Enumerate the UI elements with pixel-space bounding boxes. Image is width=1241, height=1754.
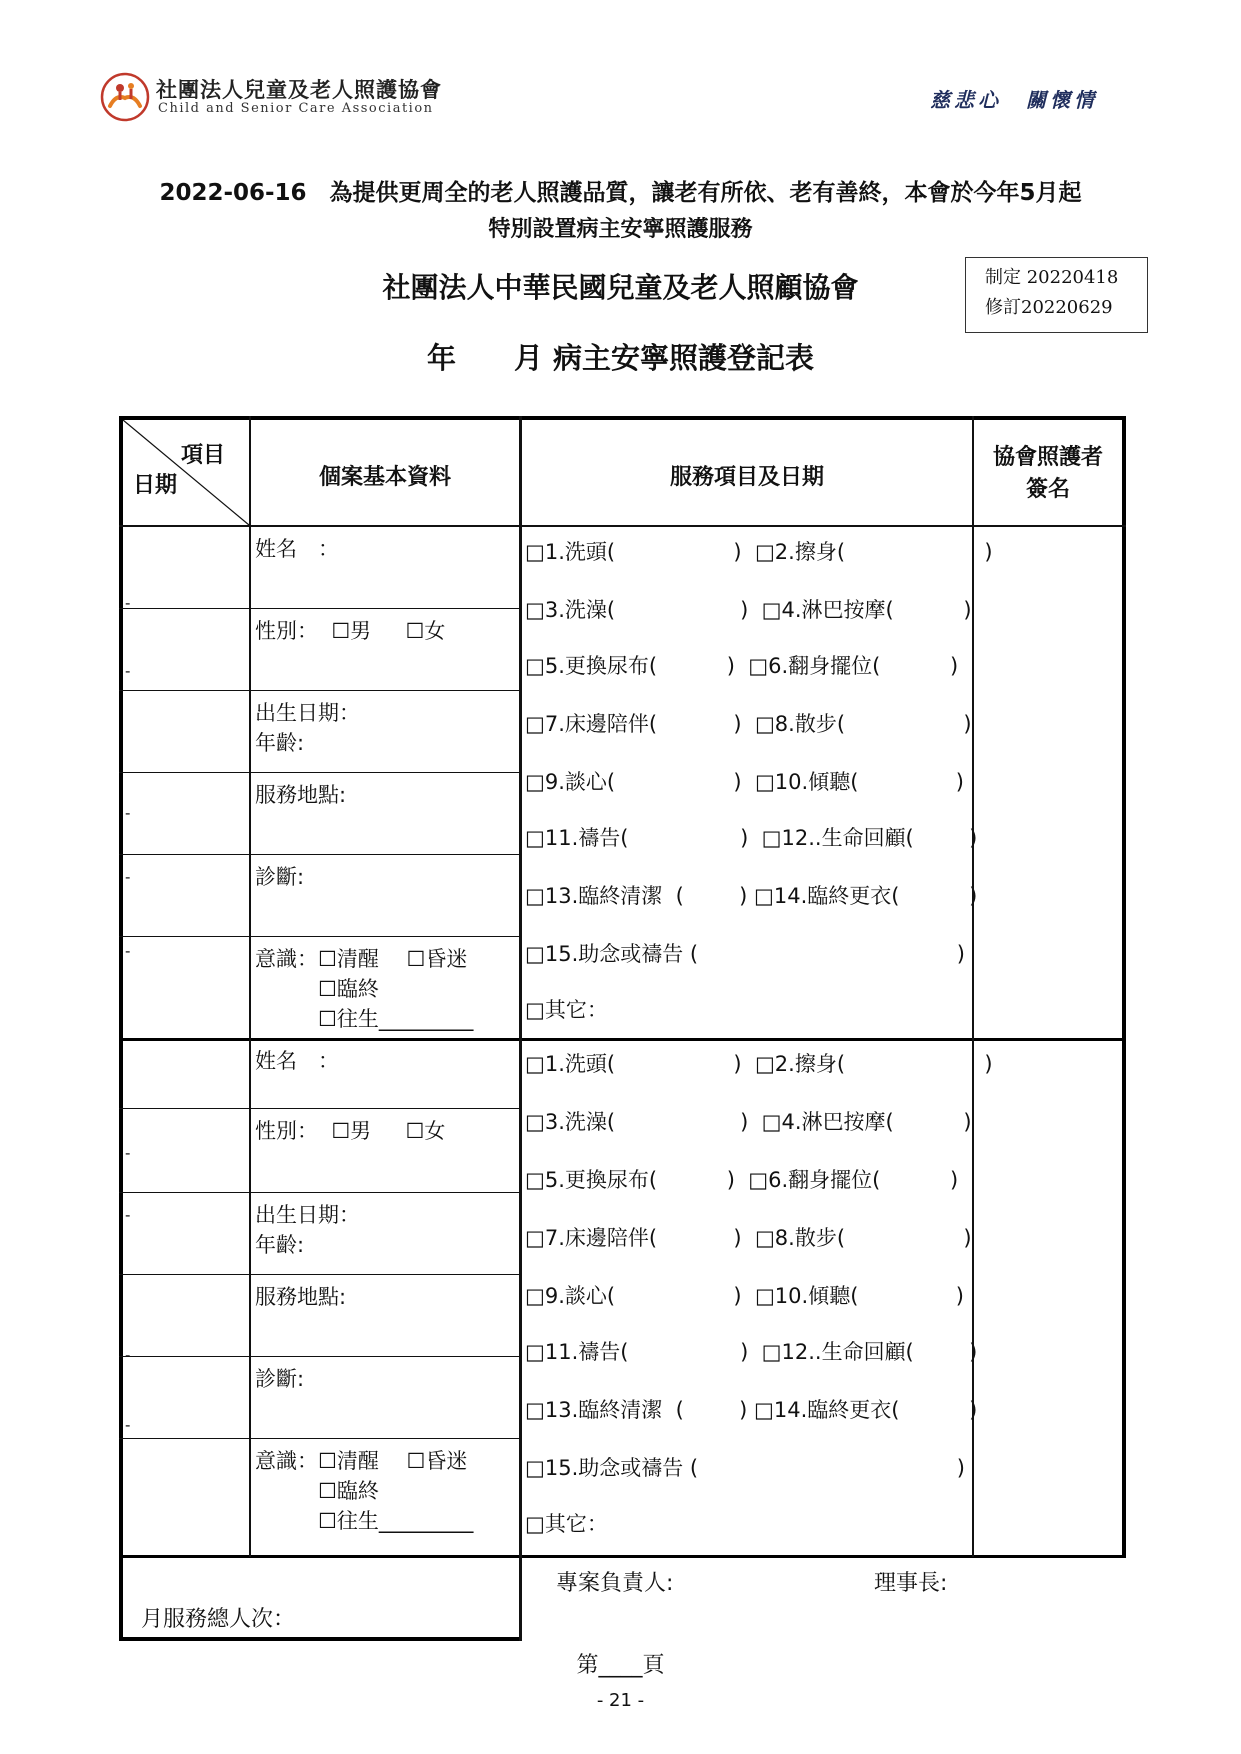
org-name-zh: 社團法人兒童及老人照護協會	[156, 77, 442, 102]
col-divider-1	[249, 416, 251, 1557]
registration-table	[119, 416, 1126, 1641]
row-line	[119, 690, 519, 691]
basic-diagnosis: 診斷:	[255, 865, 305, 889]
service-item: □1.洗頭( ) □2.擦身( )	[525, 1052, 993, 1076]
row-line	[119, 1438, 519, 1439]
version-box	[965, 257, 1148, 333]
service-item: □1.洗頭( ) □2.擦身( )	[525, 540, 993, 564]
dash-mark: -	[125, 942, 131, 960]
service-item: □5.更換尿布( ) □6.翻身擺位( )	[525, 654, 959, 678]
row-line	[119, 854, 519, 855]
basic-location: 服務地點:	[255, 783, 347, 807]
basic-birth-age: 出生日期： 年齡:	[255, 1203, 360, 1257]
dash-mark: -	[125, 868, 131, 886]
records-bottom	[119, 1555, 1126, 1558]
col-header-basic: 個案基本資料	[318, 465, 451, 490]
col-header-sign-2: 簽名	[1025, 477, 1070, 502]
basic-diagnosis: 診斷:	[255, 1367, 305, 1391]
basic-consciousness: 意識：☐清醒 ☐昏迷 ☐臨終 ☐往生_________	[255, 947, 474, 1031]
dash-mark: -	[125, 1206, 131, 1224]
project-lead-label: 專案負責人:	[556, 1571, 674, 1596]
row-line	[119, 936, 519, 937]
service-item: □9.談心( ) □10.傾聽( )	[525, 1284, 964, 1308]
table-border-left	[119, 416, 123, 1641]
corner-item-label: 項目	[181, 443, 226, 468]
col-header-sign-1: 協會照護者	[992, 445, 1103, 470]
col-divider-3	[972, 416, 974, 1557]
headline-line-1: 2022-06-16 為提供更周全的老人照護品質，讓老有所依、老有善終，本會於今年5月起	[159, 180, 1082, 206]
basic-consciousness: 意識：☐清醒 ☐昏迷 ☐臨終 ☐往生_________	[255, 1449, 474, 1533]
service-item: □7.床邊陪伴( ) □8.散步( )	[525, 712, 972, 736]
headline-line-2: 特別設置病主安寧照護服務	[488, 217, 753, 242]
summary-bottom	[119, 1637, 522, 1641]
record-divider	[119, 1038, 1126, 1041]
table-border-top	[119, 416, 1126, 420]
basic-name: 姓名 ：	[255, 1049, 339, 1073]
service-item: □11.禱告( ) □12..生命回顧( )	[525, 826, 978, 850]
page-footer-number: - 21 -	[596, 1690, 645, 1711]
established-date: 制定 20220418	[985, 267, 1119, 288]
service-item: □9.談心( ) □10.傾聽( )	[525, 770, 964, 794]
service-item: □其它：	[525, 998, 608, 1022]
service-item: □5.更換尿布( ) □6.翻身擺位( )	[525, 1168, 959, 1192]
dash-mark: -	[125, 1144, 131, 1162]
service-item: □11.禱告( ) □12..生命回顧( )	[525, 1340, 978, 1364]
service-item: □3.洗澡( ) □4.淋巴按摩( )	[525, 1110, 972, 1134]
row-line	[119, 1108, 519, 1109]
corner-date-label: 日期	[133, 473, 178, 498]
service-item: □其它：	[525, 1512, 608, 1536]
service-item: □3.洗澡( ) □4.淋巴按摩( )	[525, 598, 972, 622]
service-item: □13.臨終清潔 ( ) □14.臨終更衣( )	[525, 1398, 978, 1422]
service-item: □7.床邊陪伴( ) □8.散步( )	[525, 1226, 972, 1250]
row-line	[119, 772, 519, 773]
org-name-en: Child and Senior Care Association	[158, 101, 434, 116]
page-number-blank: 第____頁	[576, 1653, 665, 1678]
chairman-label: 理事長:	[874, 1571, 948, 1596]
col-header-service: 服務項目及日期	[669, 465, 824, 490]
revised-date: 修訂20220629	[985, 297, 1113, 318]
col-divider-2	[519, 416, 522, 1641]
row-line	[119, 1192, 519, 1193]
header-divider	[119, 525, 1126, 527]
form-title: 年 月 病主安寧照護登記表	[426, 341, 815, 375]
basic-gender: 性別： ☐男 ☐女	[255, 619, 446, 643]
row-line	[119, 608, 519, 609]
dash-mark: -	[125, 1416, 131, 1434]
dash-mark: -	[125, 804, 131, 822]
dash-mark: -	[125, 594, 131, 612]
slogan: 慈悲心 關懷情	[930, 88, 1098, 112]
table-border-right	[1122, 416, 1126, 1557]
dash-mark: -	[125, 662, 131, 680]
basic-name: 姓名 ：	[255, 537, 339, 561]
row-line	[119, 1356, 519, 1357]
monthly-total-label: 月服務總人次：	[141, 1607, 296, 1632]
basic-birth-age: 出生日期： 年齡:	[255, 701, 360, 755]
service-item: □15.助念或禱告 ( )	[525, 942, 965, 966]
basic-gender: 性別： ☐男 ☐女	[255, 1119, 446, 1143]
basic-location: 服務地點:	[255, 1285, 347, 1309]
association-name: 社團法人中華民國兒童及老人照顧協會	[382, 271, 859, 304]
row-line	[119, 1274, 519, 1275]
service-item: □15.助念或禱告 ( )	[525, 1456, 965, 1480]
care-hands-icon	[100, 72, 150, 122]
service-item: □13.臨終清潔 ( ) □14.臨終更衣( )	[525, 884, 978, 908]
dash-mark: -	[125, 1346, 131, 1364]
